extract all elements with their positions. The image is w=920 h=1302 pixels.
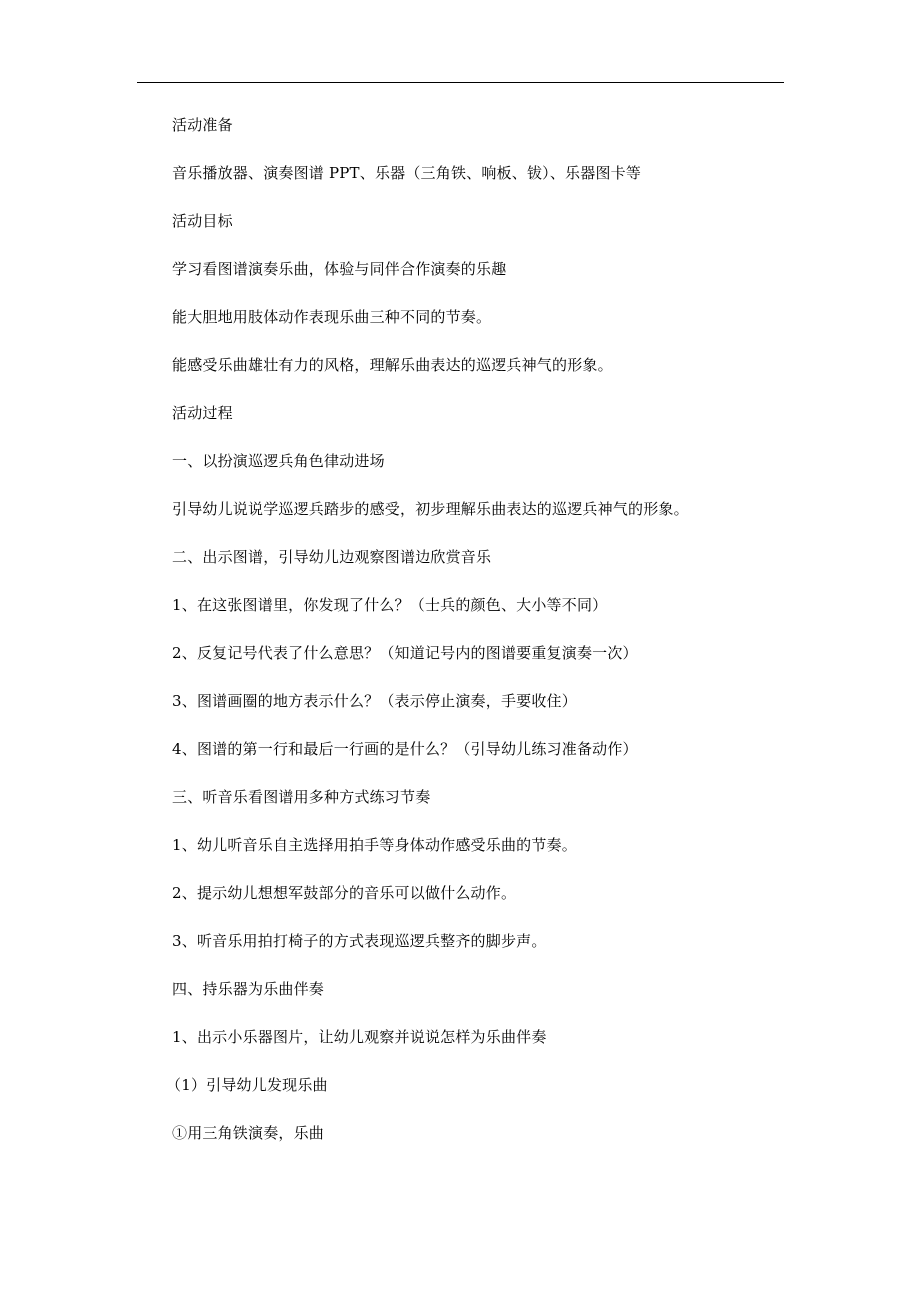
list-item: 1、出示小乐器图片，让幼儿观察并说说怎样为乐曲伴奏 (172, 1028, 547, 1046)
list-item: 2、反复记号代表了什么意思？（知道记号内的图谱要重复演奏一次） (172, 644, 638, 662)
section-heading-process: 活动过程 (172, 404, 233, 422)
list-item: 1、在这张图谱里，你发现了什么？（士兵的颜色、大小等不同） (172, 596, 608, 614)
section-heading-goals: 活动目标 (172, 212, 233, 230)
step-heading-2: 二、出示图谱，引导幼儿边观察图谱边欣赏音乐 (172, 548, 492, 566)
sub-list-item: （1）引导幼儿发现乐曲 (166, 1076, 328, 1094)
goal-item-1: 学习看图谱演奏乐曲，体验与同伴合作演奏的乐趣 (172, 260, 507, 278)
paragraph-step-1: 引导幼儿说说学巡逻兵踏步的感受，初步理解乐曲表达的巡逻兵神气的形象。 (172, 500, 689, 518)
list-item: 4、图谱的第一行和最后一行画的是什么？（引导幼儿练习准备动作） (172, 740, 638, 758)
list-item: 1、幼儿听音乐自主选择用拍手等身体动作感受乐曲的节奏。 (172, 836, 577, 854)
sub-sub-list-item: ①用三角铁演奏，乐曲 (172, 1124, 325, 1142)
goal-item-3: 能感受乐曲雄壮有力的风格，理解乐曲表达的巡逻兵神气的形象。 (172, 356, 613, 374)
list-item: 2、提示幼儿想想军鼓部分的音乐可以做什么动作。 (172, 884, 517, 902)
section-heading-preparation: 活动准备 (172, 116, 233, 134)
step-heading-3: 三、听音乐看图谱用多种方式练习节奏 (172, 788, 431, 806)
paragraph-materials: 音乐播放器、演奏图谱 PPT、乐器（三角铁、响板、钹）、乐器图卡等 (172, 164, 642, 182)
goal-item-2: 能大胆地用肢体动作表现乐曲三种不同的节奏。 (172, 308, 492, 326)
step-heading-4: 四、持乐器为乐曲伴奏 (172, 980, 325, 998)
header-rule (137, 82, 784, 83)
list-item: 3、图谱画圈的地方表示什么？（表示停止演奏，手要收住） (172, 692, 577, 710)
list-item: 3、听音乐用拍打椅子的方式表现巡逻兵整齐的脚步声。 (172, 932, 547, 950)
step-heading-1: 一、以扮演巡逻兵角色律动进场 (172, 452, 385, 470)
